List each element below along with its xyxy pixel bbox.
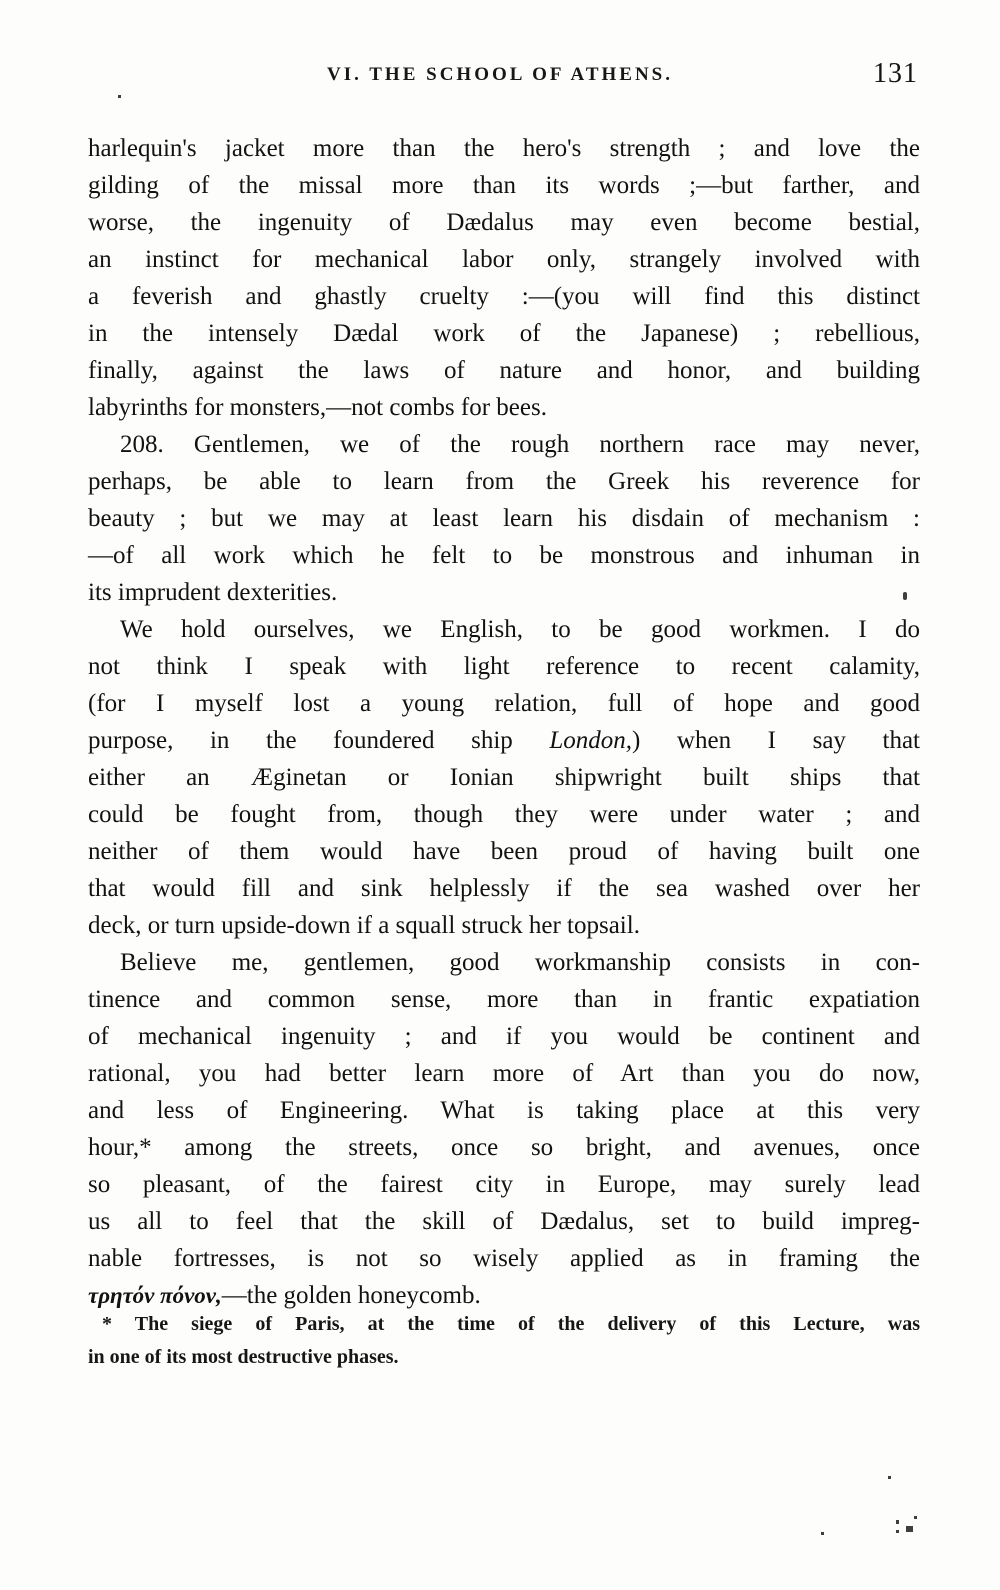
ship-name-italic: London, — [549, 727, 633, 754]
text-line: us all to feel that the skill of Dædalus, set to build impreg- — [88, 1208, 920, 1235]
text-line — [88, 722, 920, 759]
text-line: of mechanical ingenuity ; and if you would be continent and — [88, 1023, 920, 1050]
scan-speck — [118, 95, 121, 98]
text-line: finally, against the laws of nature and honor, and building — [88, 357, 920, 384]
text-line: neither of them would have been proud of having built one — [88, 838, 920, 865]
running-header: VI. THE SCHOOL OF ATHENS. — [326, 64, 673, 85]
text-line: and less of Engineering. What is taking place at this very — [88, 1097, 920, 1124]
page-number: 131 — [873, 58, 918, 89]
text-segment: purpose, in the foundered ship — [88, 727, 550, 754]
text-segment: ) when I say that — [632, 727, 920, 754]
scan-speck — [914, 1516, 917, 1519]
text-line: labyrinths for monsters,—not combs for bees. — [88, 394, 547, 421]
scan-speck — [903, 592, 907, 600]
text-line: not think I speak with light reference to recent calamity, — [88, 653, 920, 680]
scan-speck — [821, 1532, 824, 1535]
greek-phrase-italic: τρητόν πόνον, — [88, 1283, 222, 1308]
text-line: could be fought from, though they were under water ; and — [88, 801, 920, 828]
text-line: —of all work which he felt to be monstrous and inhuman in — [88, 542, 920, 569]
text-line: (for I myself lost a young relation, full of hope and good — [88, 690, 920, 717]
text-line: that would fill and sink helplessly if the sea washed over her — [88, 875, 920, 902]
scan-speck — [896, 1520, 899, 1524]
body-text — [88, 130, 920, 1314]
text-line: perhaps, be able to learn from the Greek his reverence for — [88, 468, 920, 495]
text-line: so pleasant, of the fairest city in Europe, may surely lead — [88, 1171, 920, 1198]
text-line: beauty ; but we may at least learn his disdain of mechanism : — [88, 505, 920, 532]
text-line: tinence and common sense, more than in frantic expatiation — [88, 986, 920, 1013]
text-line: deck, or turn upside-down if a squall struck her topsail. — [88, 912, 640, 939]
text-line: an instinct for mechanical labor only, strangely involved with — [88, 246, 920, 273]
text-line: Believe me, gentlemen, good workmanship consists in con- — [120, 949, 920, 976]
text-line: hour,* among the streets, once so bright, and avenues, once — [88, 1134, 920, 1161]
text-line: 208. Gentlemen, we of the rough northern race may never, — [120, 431, 920, 458]
text-line: gilding of the missal more than its words ;—but farther, and — [88, 172, 920, 199]
text-line: nable fortresses, is not so wisely applied as in framing the — [88, 1245, 920, 1272]
scan-speck — [906, 1526, 913, 1532]
scan-speck — [888, 1476, 891, 1479]
text-line: harlequin's jacket more than the hero's strength ; and love the — [88, 135, 920, 162]
text-line: We hold ourselves, we English, to be good workmen. I do — [120, 616, 920, 643]
footnote — [88, 1308, 920, 1374]
text-line: either an Æginetan or Ionian shipwright built ships that — [88, 764, 920, 791]
text-line: worse, the ingenuity of Dædalus may even become bestial, — [88, 209, 920, 236]
text-line: a feverish and ghastly cruelty :—(you will find this distinct — [88, 283, 920, 310]
scan-speck — [896, 1530, 899, 1533]
text-line: in the intensely Dædal work of the Japanese) ; rebellious, — [88, 320, 920, 347]
text-line: its imprudent dexterities. — [88, 579, 338, 606]
footnote-line: in one of its most destructive phases. — [88, 1346, 399, 1368]
text-segment: —the golden honeycomb. — [221, 1282, 481, 1309]
footnote-line: * The siege of Paris, at the time of the delivery of this Lecture, was — [102, 1313, 920, 1335]
text-line: rational, you had better learn more of Art than you do now, — [88, 1060, 920, 1087]
